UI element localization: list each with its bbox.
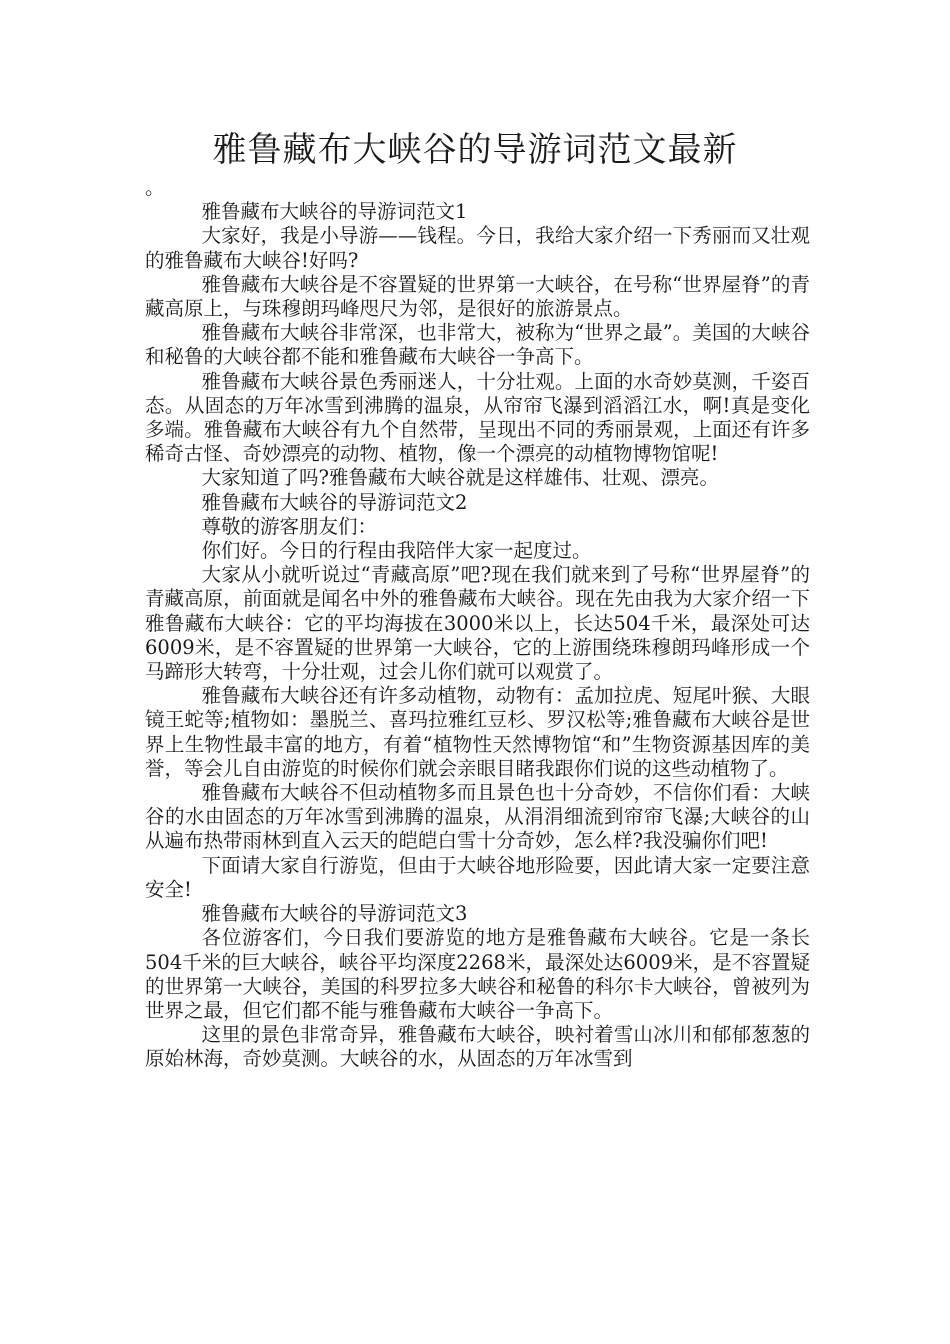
paragraph: 这里的景色非常奇异，雅鲁藏布大峡谷，映衬着雪山冰川和郁郁葱葱的原始林海，奇妙莫测。大峡谷的水，从固态的万年冰雪到 <box>145 1023 810 1071</box>
paragraph: 下面请大家自行游览，但由于大峡谷地形险要，因此请大家一定要注意安全! <box>145 853 810 901</box>
paragraph: 大家好，我是小导游——钱程。今日，我给大家介绍一下秀丽而又壮观的雅鲁藏布大峡谷!好吗? <box>145 224 810 272</box>
section-heading: 雅鲁藏布大峡谷的导游词范文2 <box>201 490 468 514</box>
document-title: 雅鲁藏布大峡谷的导游词范文最新 <box>212 130 738 170</box>
paragraph: 雅鲁藏布大峡谷不但动植物多而且景色也十分奇妙，不信你们看：大峡谷的水由固态的万年冰雪到沸腾的温泉，从涓涓细流到帘帘飞瀑;大峡谷的山从遍布热带雨林到直入云天的皑皑白雪十分奇妙，怎么样?我没骗你们吧! <box>145 781 810 853</box>
paragraph: 你们好。今日的行程由我陪伴大家一起度过。 <box>201 539 592 563</box>
paragraph: 雅鲁藏布大峡谷还有许多动植物，动物有：孟加拉虎、短尾叶猴、大眼镜王蛇等;植物如：墨脱兰、喜玛拉雅红豆杉、罗汉松等;雅鲁藏布大峡谷是世界上生物性最丰富的地方，有着“植物性天然博物馆“和”生物资源基因库的美誉，等会儿自由游览的时候你们就会亲眼目睹我跟你们说的这些动植物了。 <box>145 684 810 780</box>
paragraph: 尊敬的游客朋友们： <box>201 514 378 538</box>
section-heading: 雅鲁藏布大峡谷的导游词范文3 <box>201 902 468 926</box>
section-heading: 雅鲁藏布大峡谷的导游词范文1 <box>201 200 468 224</box>
paragraph: 雅鲁藏布大峡谷非常深，也非常大，被称为“世界之最”。美国的大峡谷和秘鲁的大峡谷都不能和雅鲁藏布大峡谷一争高下。 <box>145 321 810 369</box>
paragraph: 各位游客们，今日我们要游览的地方是雅鲁藏布大峡谷。它是一条长504千米的巨大峡谷，峡谷平均深度2268米，最深处达6009米，是不容置疑的世界第一大峡谷，美国的科罗拉多大峡谷和秘鲁的科尔卡大峡谷，曾被列为世界之最，但它们都不能与雅鲁藏布大峡谷一争高下。 <box>145 926 810 1022</box>
paragraph: 。 <box>145 176 165 199</box>
paragraph: 大家知道了吗?雅鲁藏布大峡谷就是这样雄伟、壮观、漂亮。 <box>201 466 720 490</box>
paragraph: 雅鲁藏布大峡谷景色秀丽迷人，十分壮观。上面的水奇妙莫测，千姿百态。从固态的万年冰雪到沸腾的温泉，从帘帘飞瀑到滔滔江水，啊!真是变化多端。雅鲁藏布大峡谷有九个自然带，呈现出不同的秀丽景观，上面还有许多稀奇古怪、奇妙漂亮的动物、植物，像一个漂亮的动植物博物馆呢! <box>145 369 810 466</box>
paragraph: 雅鲁藏布大峡谷是不容置疑的世界第一大峡谷，在号称“世界屋脊”的青藏高原上，与珠穆朗玛峰咫尺为邻，是很好的旅游景点。 <box>145 272 810 321</box>
document-body <box>145 176 810 1072</box>
paragraph: 大家从小就听说过“青藏高原”吧?现在我们就来到了号称“世界屋脊”的青藏高原，前面就是闻名中外的雅鲁藏布大峡谷。现在先由我为大家介绍一下雅鲁藏布大峡谷：它的平均海拔在3000米以上，长达504千米，最深处可达6009米，是不容置疑的世界第一大峡谷，它的上游围绕珠穆朗玛峰形成一个马蹄形大转弯，十分壮观，过会儿你们就可以观赏了。 <box>145 563 810 684</box>
